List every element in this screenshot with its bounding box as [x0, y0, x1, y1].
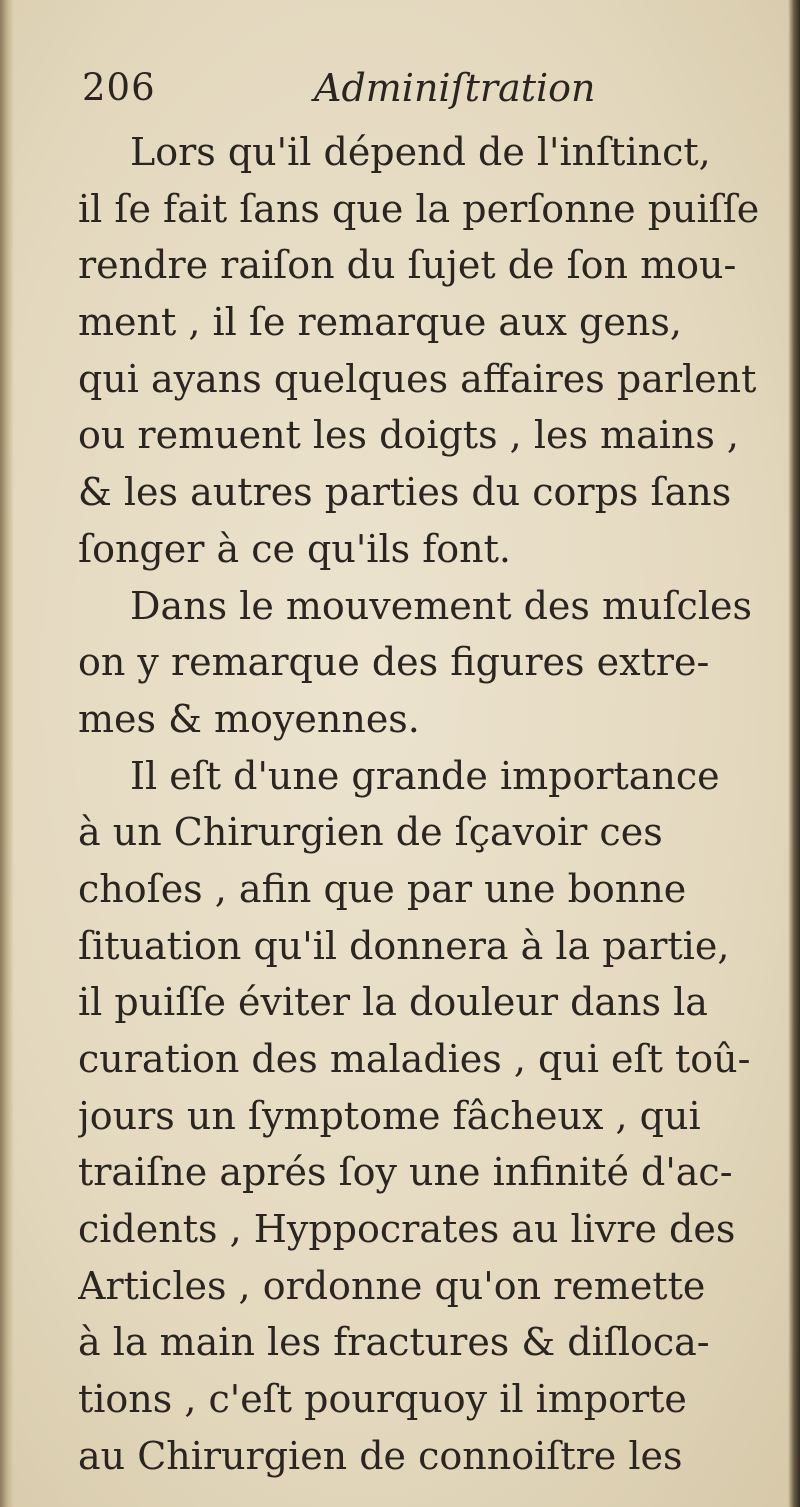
- text-line: choſes , afin que par une bonne: [78, 866, 687, 911]
- text-line: ment , il ſe remarque aux gens,: [78, 300, 682, 345]
- text-line: il puiſſe éviter la douleur dans la: [78, 980, 708, 1025]
- text-line: Dans le mouvement des muſcles: [130, 583, 752, 628]
- running-head: Adminiſtration: [314, 66, 596, 110]
- page-edge-shadow: [788, 0, 800, 1507]
- text-line: Il eſt d'une grande importance: [130, 753, 720, 798]
- text-line: ſonger à ce qu'ils font.: [78, 526, 511, 571]
- text-line: & les autres parties du corps ſans: [78, 470, 732, 515]
- text-line: il ſe fait ſans que la perſonne puiſſe: [78, 186, 760, 231]
- text-line: mes & moyennes.: [78, 696, 420, 741]
- text-line: traiſne aprés ſoy une infinité d'ac-: [78, 1150, 733, 1195]
- text-line: rendre raiſon du ſujet de ſon mou-: [78, 243, 737, 288]
- page-gutter-shadow: [0, 0, 14, 1507]
- text-line: Articles , ordonne qu'on remette: [78, 1263, 706, 1308]
- text-line: à un Chirurgien de ſçavoir ces: [78, 810, 663, 855]
- page-header: [82, 66, 682, 116]
- text-line: à la main les fractures & diſloca-: [78, 1320, 710, 1365]
- text-line: jours un ſymptome fâcheux , qui: [78, 1093, 701, 1138]
- text-line: tions , c'eſt pourquoy il importe: [78, 1377, 687, 1422]
- text-line: au Chirurgien de connoiſtre les: [78, 1433, 683, 1478]
- text-line: qui ayans quelques affaires parlent: [78, 356, 757, 401]
- text-line: curation des maladies , qui eſt toû-: [78, 1037, 751, 1081]
- body-text: [78, 124, 778, 1485]
- text-line: Lors qu'il dépend de l'inſtinct,: [130, 130, 711, 174]
- page-number: 206: [82, 66, 156, 109]
- text-line: ſituation qu'il donnera à la partie,: [78, 923, 730, 968]
- text-line: ou remuent les doigts , les mains ,: [78, 413, 740, 458]
- text-line: on y remarque des figures extre-: [78, 640, 710, 685]
- text-line: cidents , Hyppocrates au livre des: [78, 1207, 736, 1252]
